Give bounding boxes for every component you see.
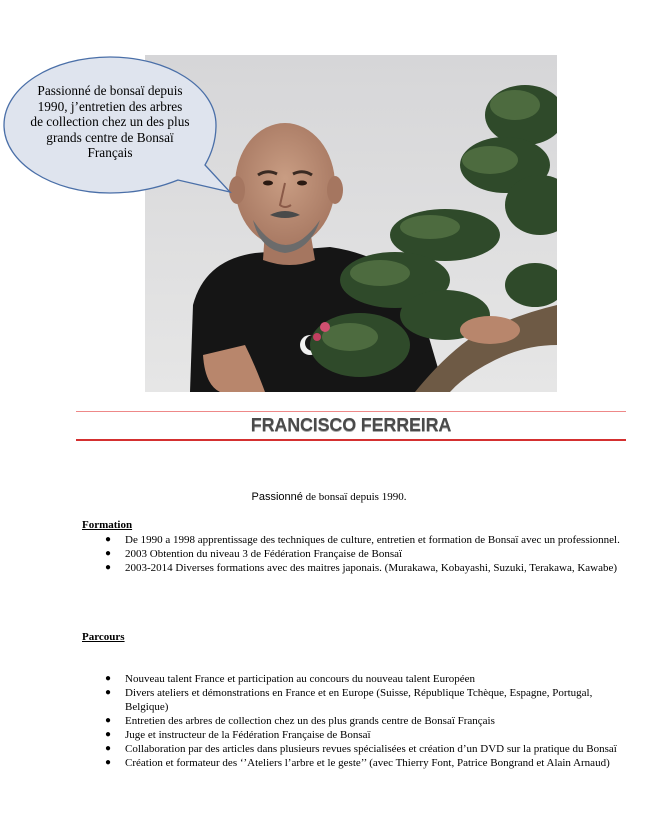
list-item — [82, 742, 622, 756]
list-item — [82, 672, 622, 686]
list-item-text: Juge et instructeur de la Fédération Française de Bonsaï — [125, 729, 371, 741]
list-item — [82, 728, 622, 742]
list-item-text: Création et formateur des ‘’Ateliers l’arbre et le geste’’ (avec Thierry Font, Patrice Bongrand et Alain Arnaud) — [125, 757, 610, 769]
list-item — [82, 561, 622, 575]
bullet-icon: ● — [105, 743, 112, 754]
speech-bubble — [0, 55, 240, 215]
list-item — [82, 686, 622, 714]
bullet-icon: ● — [105, 757, 112, 768]
bullet-icon: ● — [105, 562, 112, 573]
list-item-text: Entretien des arbres de collection chez un des plus grands centre de Bonsaï Français — [125, 715, 495, 727]
list-item — [82, 547, 622, 561]
list-item — [82, 756, 622, 770]
formation-heading: Formation — [82, 519, 133, 531]
parcours-list — [82, 672, 622, 770]
header-rule-top — [76, 411, 626, 412]
bullet-icon: ● — [105, 729, 112, 740]
tagline — [0, 491, 658, 503]
bullet-icon: ● — [105, 534, 112, 545]
bullet-icon: ● — [105, 715, 112, 726]
list-item — [82, 533, 622, 547]
parcours-heading: Parcours — [82, 631, 125, 643]
list-item-text: Divers ateliers et démonstrations en France et en Europe (Suisse, République Tchèque, Espagne, Portugal, Belgique) — [125, 687, 593, 713]
list-item — [82, 714, 622, 728]
bullet-icon: ● — [105, 673, 112, 684]
formation-list — [82, 533, 622, 575]
tagline-word: Passionné — [251, 491, 303, 503]
list-item-text: Collaboration par des articles dans plusieurs revues spécialisées et création d’un DVD sur la pratique du Bonsaï — [125, 743, 617, 755]
header-rule-bottom — [76, 439, 626, 441]
person-name: FRANCISCO FERREIRA — [250, 415, 452, 435]
list-item-text: De 1990 a 1998 apprentissage des techniques de culture, entretien et formation de Bonsaï avec un professionnel. — [125, 534, 620, 546]
list-item-text: Nouveau talent France et participation au concours du nouveau talent Européen — [125, 673, 476, 685]
list-item-text: 2003 Obtention du niveau 3 de Fédération Française de Bonsaï — [125, 548, 403, 560]
speech-bubble-text: Passionné de bonsaï depuis 1990, j’entretien des arbres de collection chez un des plus grands centre de Bonsaï Français — [30, 83, 190, 161]
list-item-text: 2003-2014 Diverses formations avec des maitres japonais. (Murakawa, Kobayashi, Suzuki, Terakawa, Kawabe) — [125, 562, 618, 574]
bullet-icon: ● — [105, 687, 112, 698]
bullet-icon: ● — [105, 548, 112, 559]
tagline-rest: de bonsaï depuis 1990. — [302, 491, 407, 503]
